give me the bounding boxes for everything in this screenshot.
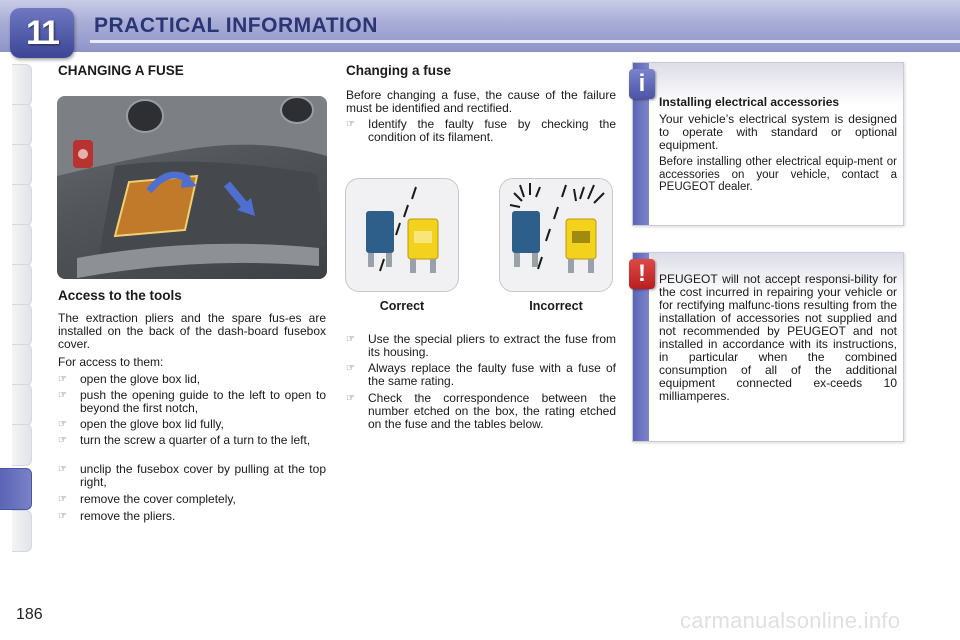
- list-item: ☞ Always replace the faulty fuse with a fuse of the same rating.: [346, 361, 616, 388]
- tools-heading: Access to the tools: [58, 288, 182, 303]
- bullet-icon: ☞: [346, 119, 355, 130]
- air-vent-right: [281, 97, 313, 123]
- info-panel: [632, 62, 904, 226]
- fuse-blade: [410, 259, 416, 273]
- bullet-icon: ☞: [58, 494, 67, 505]
- page-title: PRACTICAL INFORMATION: [94, 14, 378, 37]
- burnt-fuse-window: [572, 231, 590, 243]
- list-item: ☞ remove the cover completely,: [58, 492, 236, 506]
- fuse-blade: [514, 253, 520, 267]
- chapter-tab[interactable]: [12, 384, 32, 426]
- fuse-blade: [430, 259, 436, 273]
- chapter-tab-active[interactable]: [0, 468, 32, 510]
- info-panel-title: Installing electrical accessories: [659, 95, 840, 109]
- bullet-icon: ☞: [58, 464, 67, 475]
- list-item: ☞ turn the screw a quarter of a turn to the left,: [58, 433, 311, 447]
- page-number: 186: [16, 606, 43, 623]
- incorrect-fuse-image: [499, 178, 613, 292]
- fuse-blade: [368, 253, 374, 267]
- bullet-icon: ☞: [346, 363, 355, 374]
- incorrect-fuse-illustration: [500, 179, 614, 293]
- fuse-window: [414, 231, 432, 243]
- chapter-tab[interactable]: [12, 104, 32, 146]
- blue-fuse: [366, 211, 394, 253]
- chapter-tab[interactable]: [12, 224, 32, 266]
- chapter-tab[interactable]: [12, 64, 32, 106]
- access-intro: For access to them:: [58, 355, 164, 369]
- air-vent-left: [127, 100, 163, 132]
- correct-fuse-image: [345, 178, 459, 292]
- info-icon: i: [629, 69, 655, 99]
- watermark: carmanualsonline.info: [680, 608, 901, 633]
- chapter-tab[interactable]: [12, 144, 32, 186]
- correct-fuse-illustration: [346, 179, 460, 293]
- warning-panel-text: PEUGEOT will not accept responsi-bility for the cost incurred in repairing your vehicle or for rectifying malfunc-tions resulting from the installation of accessories not supplied and not recommended by PEUGEOT and not installed in accordance with its instructions, in particular when the combined consumption of all of the additional equipment connected ex-ceeds 10 milliamperes.: [659, 272, 897, 403]
- info-panel-note: Before installing other electrical equip-ment or accessories on your vehicle, contact a PEUGEOT dealer.: [659, 156, 897, 193]
- chapter-tab[interactable]: [12, 510, 32, 552]
- warning-panel: [632, 252, 904, 442]
- list-item: ☞ Use the special pliers to extract the fuse from its housing.: [346, 332, 616, 359]
- bullet-icon: ☞: [58, 435, 67, 446]
- chapter-tab[interactable]: [12, 424, 32, 466]
- list-item: ☞ unclip the fusebox cover by pulling at the top right,: [58, 462, 326, 489]
- changing-fuse-intro: Before changing a fuse, the cause of the failure must be identified and rectified.: [346, 88, 616, 115]
- chapter-tab[interactable]: [12, 304, 32, 346]
- bullet-icon: ☞: [58, 419, 67, 430]
- fuse-blade: [532, 253, 538, 267]
- bullet-icon: ☞: [58, 374, 67, 385]
- list-item: ☞ remove the pliers.: [58, 509, 176, 523]
- fuse-blade: [588, 259, 594, 273]
- chapter-number: 11: [26, 13, 58, 52]
- bullet-icon: ☞: [346, 334, 355, 345]
- incorrect-label: Incorrect: [529, 299, 583, 313]
- chapter-tab[interactable]: [12, 344, 32, 386]
- fuse-blade: [568, 259, 574, 273]
- chapter-badge: [10, 8, 74, 58]
- changing-fuse-heading: Changing a fuse: [346, 63, 452, 78]
- list-item: ☞ Identify the faulty fuse by checking the condition of its filament.: [346, 117, 616, 144]
- correct-label: Correct: [379, 299, 425, 313]
- bullet-icon: ☞: [346, 393, 355, 404]
- hazard-switch-icon: [78, 149, 88, 159]
- list-item: ☞ open the glove box lid,: [58, 372, 201, 386]
- glove-box-photo: [57, 96, 327, 279]
- header-divider: [90, 40, 960, 43]
- bullet-icon: ☞: [58, 390, 67, 401]
- glove-box-illustration: [57, 96, 327, 279]
- section-heading: CHANGING A FUSE: [58, 63, 184, 78]
- info-panel-text: Your vehicle’s electrical system is designed to operate with standard or optional equipment.: [659, 112, 897, 152]
- list-item: ☞ open the glove box lid fully,: [58, 417, 224, 431]
- bullet-icon: ☞: [58, 511, 67, 522]
- fuse-blade: [386, 253, 392, 267]
- warning-icon: !: [629, 259, 655, 289]
- list-item: ☞ push the opening guide to the left to open to beyond the first notch,: [58, 388, 326, 415]
- tools-intro: The extraction pliers and the spare fus-es are installed on the back of the dash-board fusebox cover.: [58, 311, 326, 351]
- chapter-tab[interactable]: [12, 264, 32, 306]
- list-item: ☞ Check the correspondence between the number etched on the box, the rating etched on the fuse and the tables below.: [346, 391, 616, 431]
- chapter-tab-strip: [0, 64, 34, 576]
- chapter-tab[interactable]: [12, 184, 32, 226]
- blue-fuse: [512, 211, 540, 253]
